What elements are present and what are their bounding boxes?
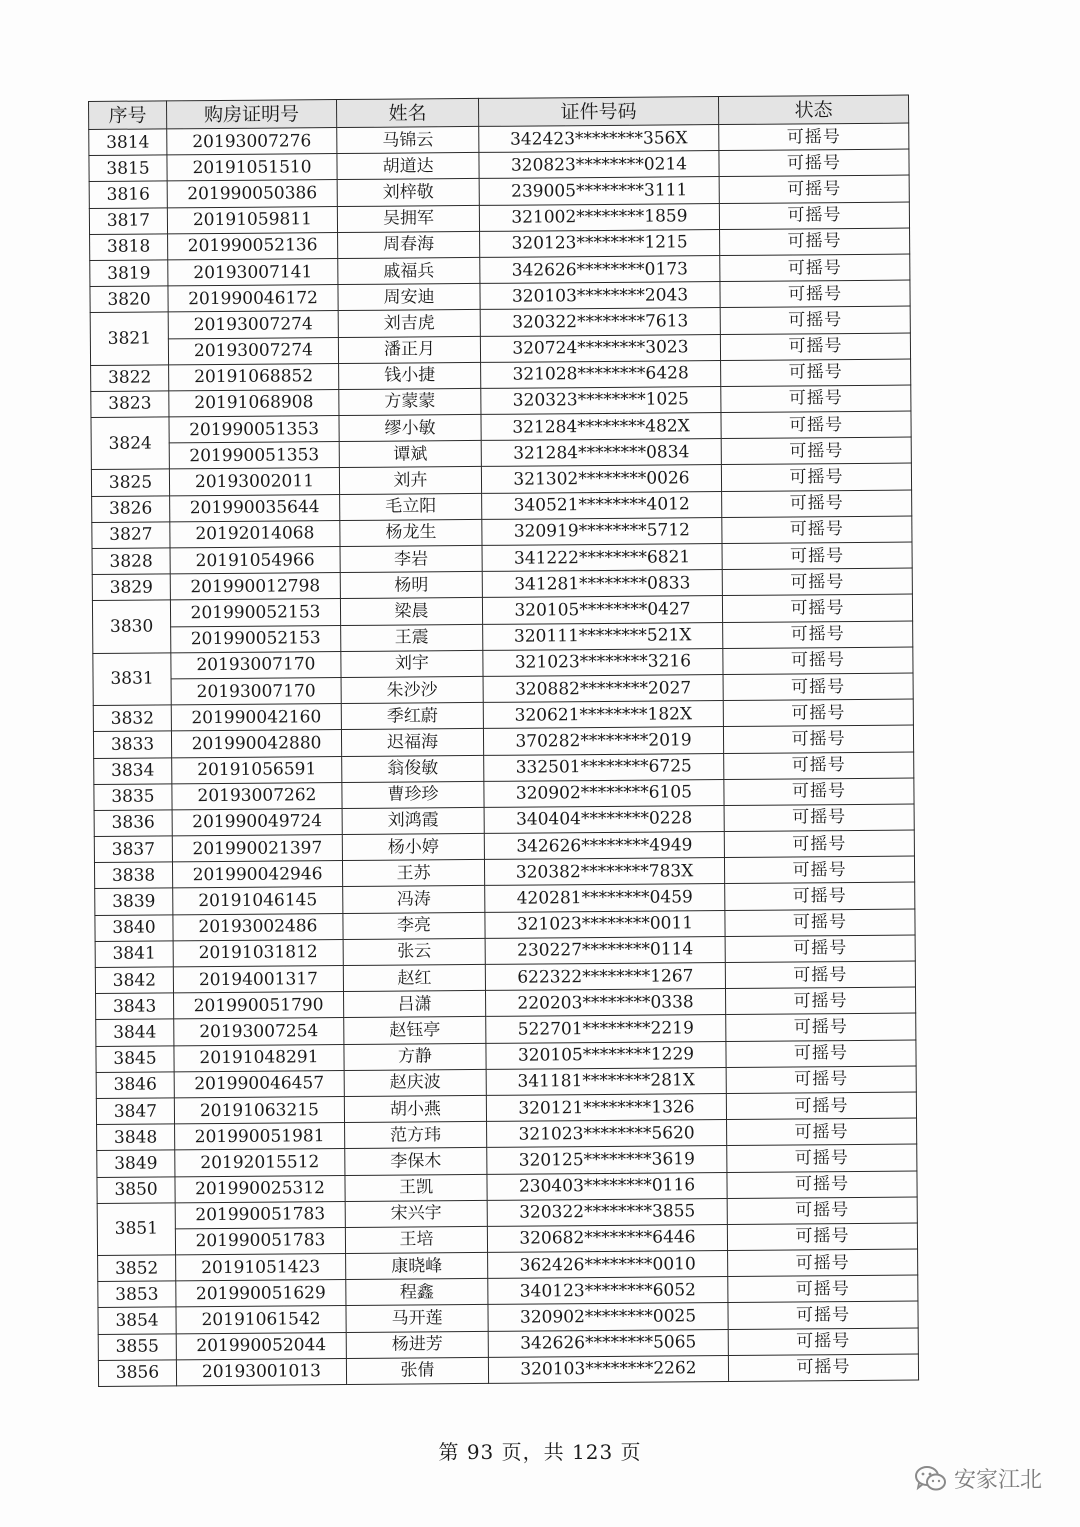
cell-certificate-no: 20191051510 (167, 154, 337, 182)
cell-name: 谭斌 (339, 441, 481, 468)
table-row (98, 1354, 918, 1387)
cell-name: 杨小婷 (342, 833, 484, 860)
cell-seq: 3855 (98, 1333, 176, 1360)
cell-certificate-no: 20191046145 (173, 887, 343, 915)
cell-id-number: 420281********0459 (485, 884, 725, 912)
cell-seq: 3846 (96, 1072, 174, 1099)
cell-certificate-no: 20193007170 (171, 651, 341, 679)
cell-status: 可摇号 (728, 1354, 918, 1382)
cell-certificate-no: 201990051783 (175, 1201, 345, 1229)
cell-id-number: 362426********0010 (488, 1251, 728, 1279)
cell-certificate-no: 201990012798 (170, 573, 340, 601)
cell-seq: 3833 (93, 731, 171, 758)
cell-name: 王震 (341, 624, 483, 651)
cell-certificate-no: 20193007254 (174, 1018, 344, 1046)
cell-id-number: 320882********2027 (483, 674, 723, 702)
cell-name: 王苏 (342, 860, 484, 887)
cell-seq: 3836 (94, 810, 172, 837)
cell-name: 杨龙生 (340, 519, 482, 546)
cell-name: 方静 (344, 1043, 486, 1070)
cell-id-number: 341281********0833 (482, 570, 722, 598)
cell-seq: 3832 (93, 705, 171, 732)
cell-status: 可摇号 (723, 673, 913, 701)
header-seq: 序号 (89, 101, 167, 130)
cell-status: 可摇号 (725, 935, 915, 963)
cell-seq: 3852 (98, 1255, 176, 1282)
cell-id-number: 340404********0228 (484, 805, 724, 833)
cell-name: 赵红 (343, 964, 485, 991)
cell-certificate-no: 20193001013 (176, 1358, 346, 1386)
cell-seq: 3814 (89, 129, 167, 156)
cell-seq: 3851 (97, 1203, 175, 1256)
cell-id-number: 320121********1326 (486, 1093, 726, 1121)
cell-id-number: 320322********7613 (480, 308, 720, 336)
cell-id-number: 230227********0114 (485, 936, 725, 964)
cell-seq: 3839 (95, 888, 173, 915)
cell-name: 马开莲 (346, 1305, 488, 1332)
cell-certificate-no: 20191048291 (174, 1044, 344, 1072)
cell-seq: 3850 (97, 1176, 175, 1203)
cell-name: 曹珍珍 (342, 781, 484, 808)
cell-name: 吕潇 (344, 991, 486, 1018)
cell-status: 可摇号 (725, 882, 915, 910)
cell-certificate-no: 20192014068 (170, 520, 340, 548)
cell-status: 可摇号 (725, 987, 915, 1015)
cell-name: 范方玮 (345, 1122, 487, 1149)
cell-seq: 3845 (96, 1045, 174, 1072)
cell-name: 王凯 (345, 1174, 487, 1201)
lottery-eligibility-table (88, 95, 919, 1387)
page-number-footer: 第 93 页，共 123 页 (438, 1440, 642, 1464)
cell-certificate-no: 201990042160 (171, 704, 341, 732)
cell-certificate-no: 201990051353 (169, 442, 339, 470)
cell-name: 程鑫 (346, 1279, 488, 1306)
cell-status: 可摇号 (721, 437, 911, 465)
cell-name: 毛立阳 (340, 493, 482, 520)
cell-certificate-no: 201990051353 (169, 416, 339, 444)
cell-name: 刘鸿霞 (342, 807, 484, 834)
cell-status: 可摇号 (719, 175, 909, 203)
cell-name: 缪小敏 (339, 414, 481, 441)
cell-status: 可摇号 (719, 149, 909, 177)
cell-seq: 3840 (95, 914, 173, 941)
cell-certificate-no: 20193007262 (172, 782, 342, 810)
cell-id-number: 320902********0025 (488, 1303, 728, 1331)
cell-id-number: 321002********1859 (479, 203, 719, 231)
cell-name: 杨明 (340, 572, 482, 599)
cell-certificate-no: 20191054966 (170, 547, 340, 575)
cell-name: 吴拥军 (337, 205, 479, 232)
cell-name: 方蒙蒙 (339, 388, 481, 415)
cell-id-number: 340521********4012 (482, 491, 722, 519)
cell-status: 可摇号 (726, 1040, 916, 1068)
cell-status: 可摇号 (721, 359, 911, 387)
wechat-icon (914, 1465, 948, 1493)
cell-id-number: 342423********356X (479, 125, 719, 153)
cell-seq: 3856 (98, 1360, 176, 1387)
cell-status: 可摇号 (720, 306, 910, 334)
cell-status: 可摇号 (727, 1223, 917, 1251)
cell-seq: 3849 (97, 1150, 175, 1177)
cell-id-number: 341222********6821 (482, 544, 722, 572)
cell-name: 宋兴宇 (345, 1200, 487, 1227)
cell-certificate-no: 201990052136 (168, 232, 338, 260)
cell-id-number: 320323********1025 (481, 386, 721, 414)
cell-seq: 3822 (91, 365, 169, 392)
cell-certificate-no: 201990049724 (172, 808, 342, 836)
cell-certificate-no: 20191056591 (172, 756, 342, 784)
cell-certificate-no: 201990052153 (170, 599, 340, 627)
cell-name: 张倩 (346, 1357, 488, 1384)
cell-status: 可摇号 (723, 725, 913, 753)
cell-certificate-no: 201990051981 (175, 1123, 345, 1151)
cell-certificate-no: 201990021397 (172, 835, 342, 863)
cell-name: 季红蔚 (341, 703, 483, 730)
cell-name: 刘梓敬 (337, 179, 479, 206)
cell-id-number: 320382********783X (484, 858, 724, 886)
cell-status: 可摇号 (721, 411, 911, 439)
cell-status: 可摇号 (726, 1092, 916, 1120)
cell-seq: 3830 (92, 600, 170, 653)
header-name: 姓名 (336, 98, 478, 127)
cell-certificate-no: 201990046172 (168, 285, 338, 313)
cell-id-number: 342626********4949 (484, 832, 724, 860)
cell-status: 可摇号 (728, 1328, 918, 1356)
cell-name: 李岩 (340, 545, 482, 572)
cell-certificate-no: 20193007170 (171, 677, 341, 705)
cell-name: 康晓峰 (346, 1252, 488, 1279)
cell-status: 可摇号 (720, 228, 910, 256)
cell-id-number: 370282********2019 (483, 727, 723, 755)
cell-certificate-no: 201990042946 (172, 861, 342, 889)
cell-id-number: 220203********0338 (485, 989, 725, 1017)
cell-status: 可摇号 (722, 490, 912, 518)
cell-id-number: 321023********0011 (485, 910, 725, 938)
table-body (89, 123, 919, 1386)
cell-id-number: 230403********0116 (487, 1172, 727, 1200)
cell-certificate-no: 20191068852 (169, 363, 339, 391)
cell-status: 可摇号 (727, 1118, 917, 1146)
cell-status: 可摇号 (724, 752, 914, 780)
cell-name: 李亮 (343, 912, 485, 939)
cell-seq: 3853 (98, 1281, 176, 1308)
cell-id-number: 320105********0427 (482, 596, 722, 624)
cell-certificate-no: 20193007274 (168, 311, 338, 339)
cell-id-number: 321284********482X (481, 413, 721, 441)
cell-id-number: 341181********281X (486, 1067, 726, 1095)
cell-name: 周安迪 (338, 284, 480, 311)
cell-certificate-no: 20193007141 (168, 258, 338, 286)
cell-certificate-no: 201990042880 (171, 730, 341, 758)
cell-status: 可摇号 (723, 647, 913, 675)
cell-status: 可摇号 (728, 1249, 918, 1277)
header-id-number: 证件号码 (478, 97, 718, 127)
cell-seq: 3838 (94, 862, 172, 889)
cell-certificate-no: 201990025312 (175, 1175, 345, 1203)
cell-seq: 3819 (90, 260, 168, 287)
cell-status: 可摇号 (724, 778, 914, 806)
cell-id-number: 321028********6428 (481, 360, 721, 388)
cell-seq: 3816 (89, 181, 167, 208)
cell-name: 迟福海 (341, 729, 483, 756)
cell-seq: 3834 (94, 757, 172, 784)
cell-seq: 3828 (92, 548, 170, 575)
cell-certificate-no: 20191063215 (174, 1096, 344, 1124)
cell-certificate-no: 20191061542 (176, 1306, 346, 1334)
watermark (914, 1463, 1042, 1494)
cell-certificate-no: 201990052044 (176, 1332, 346, 1360)
cell-name: 刘吉虎 (338, 310, 480, 337)
cell-name: 赵钰亭 (344, 1017, 486, 1044)
cell-status: 可摇号 (722, 542, 912, 570)
cell-id-number: 342626********0173 (480, 255, 720, 283)
cell-seq: 3826 (92, 495, 170, 522)
cell-name: 周春海 (338, 231, 480, 258)
watermark-text: 安家江北 (953, 1468, 1042, 1493)
cell-certificate-no: 20193002486 (173, 913, 343, 941)
cell-status: 可摇号 (726, 1066, 916, 1094)
cell-name: 胡道达 (337, 153, 479, 180)
cell-id-number: 342626********5065 (488, 1329, 728, 1357)
cell-status: 可摇号 (724, 830, 914, 858)
cell-seq: 3827 (92, 522, 170, 549)
cell-status: 可摇号 (726, 1013, 916, 1041)
cell-status: 可摇号 (720, 254, 910, 282)
cell-certificate-no: 201990035644 (170, 494, 340, 522)
cell-status: 可摇号 (728, 1275, 918, 1303)
cell-status: 可摇号 (720, 280, 910, 308)
cell-seq: 3818 (90, 234, 168, 261)
cell-certificate-no: 201990051790 (174, 992, 344, 1020)
cell-name: 刘宇 (341, 650, 483, 677)
cell-status: 可摇号 (722, 568, 912, 596)
cell-name: 钱小捷 (339, 362, 481, 389)
cell-name: 王培 (345, 1226, 487, 1253)
cell-id-number: 622322********1267 (485, 963, 725, 991)
cell-id-number: 320724********3023 (480, 334, 720, 362)
cell-status: 可摇号 (727, 1171, 917, 1199)
cell-id-number: 320105********1229 (486, 1041, 726, 1069)
cell-seq: 3824 (91, 417, 169, 470)
cell-seq: 3842 (95, 967, 173, 994)
cell-certificate-no: 20191051423 (176, 1254, 346, 1282)
cell-name: 冯涛 (343, 886, 485, 913)
cell-status: 可摇号 (724, 856, 914, 884)
cell-status: 可摇号 (723, 699, 913, 727)
cell-id-number: 320902********6105 (484, 779, 724, 807)
cell-seq: 3825 (91, 469, 169, 496)
cell-id-number: 320322********3855 (487, 1198, 727, 1226)
cell-id-number: 320919********5712 (482, 517, 722, 545)
cell-status: 可摇号 (724, 804, 914, 832)
cell-name: 翁俊敏 (342, 755, 484, 782)
cell-seq: 3841 (95, 941, 173, 968)
cell-status: 可摇号 (727, 1144, 917, 1172)
cell-status: 可摇号 (719, 202, 909, 230)
cell-status: 可摇号 (721, 385, 911, 413)
cell-id-number: 522701********2219 (486, 1015, 726, 1043)
cell-id-number: 320111********521X (483, 622, 723, 650)
cell-id-number: 321023********5620 (487, 1120, 727, 1148)
cell-id-number: 320682********6446 (487, 1224, 727, 1252)
cell-seq: 3848 (97, 1124, 175, 1151)
cell-seq: 3835 (94, 784, 172, 811)
cell-seq: 3837 (94, 836, 172, 863)
cell-certificate-no: 201990052153 (171, 625, 341, 653)
cell-seq: 3843 (96, 993, 174, 1020)
cell-status: 可摇号 (728, 1301, 918, 1329)
cell-name: 刘卉 (339, 467, 481, 494)
cell-name: 李保木 (345, 1148, 487, 1175)
cell-certificate-no: 20191059811 (167, 206, 337, 234)
cell-seq: 3847 (96, 1098, 174, 1125)
cell-certificate-no: 20194001317 (173, 966, 343, 994)
cell-status: 可摇号 (720, 333, 910, 361)
cell-id-number: 321302********0026 (481, 465, 721, 493)
cell-seq: 3854 (98, 1307, 176, 1334)
cell-status: 可摇号 (719, 123, 909, 151)
cell-id-number: 332501********6725 (484, 753, 724, 781)
cell-seq: 3817 (89, 207, 167, 234)
cell-id-number: 239005********3111 (479, 177, 719, 205)
cell-certificate-no: 20191068908 (169, 389, 339, 417)
cell-certificate-no: 201990051783 (175, 1227, 345, 1255)
cell-status: 可摇号 (723, 621, 913, 649)
cell-id-number: 321284********0834 (481, 439, 721, 467)
cell-certificate-no: 201990051629 (176, 1280, 346, 1308)
cell-certificate-no: 20192015512 (175, 1149, 345, 1177)
cell-name: 潘正月 (338, 336, 480, 363)
header-certificate-no: 购房证明号 (167, 100, 337, 129)
cell-name: 张云 (343, 938, 485, 965)
cell-certificate-no: 201990050386 (167, 180, 337, 208)
cell-name: 胡小燕 (344, 1095, 486, 1122)
cell-id-number: 320125********3619 (487, 1146, 727, 1174)
cell-seq: 3815 (89, 155, 167, 182)
cell-seq: 3820 (90, 286, 168, 313)
cell-status: 可摇号 (727, 1197, 917, 1225)
cell-certificate-no: 20193007274 (168, 337, 338, 365)
cell-id-number: 320823********0214 (479, 151, 719, 179)
cell-seq: 3831 (93, 653, 171, 706)
cell-certificate-no: 20193007276 (167, 128, 337, 156)
cell-id-number: 320103********2262 (488, 1355, 728, 1383)
cell-seq: 3823 (91, 391, 169, 418)
cell-name: 朱沙沙 (341, 676, 483, 703)
cell-name: 戚福兵 (338, 257, 480, 284)
cell-name: 梁晨 (340, 598, 482, 625)
cell-name: 马锦云 (337, 126, 479, 153)
cell-name: 杨进芳 (346, 1331, 488, 1358)
cell-name: 赵庆波 (344, 1069, 486, 1096)
cell-seq: 3821 (90, 312, 168, 365)
cell-status: 可摇号 (722, 594, 912, 622)
cell-seq: 3829 (92, 574, 170, 601)
cell-id-number: 340123********6052 (488, 1277, 728, 1305)
cell-id-number: 320123********1215 (480, 229, 720, 257)
cell-seq: 3844 (96, 1019, 174, 1046)
cell-id-number: 321023********3216 (483, 648, 723, 676)
header-status: 状态 (718, 95, 908, 124)
cell-certificate-no: 20191031812 (173, 939, 343, 967)
cell-status: 可摇号 (725, 961, 915, 989)
cell-status: 可摇号 (725, 909, 915, 937)
cell-status: 可摇号 (721, 463, 911, 491)
cell-certificate-no: 20193002011 (169, 468, 339, 496)
cell-status: 可摇号 (722, 516, 912, 544)
cell-id-number: 320621********182X (483, 701, 723, 729)
cell-id-number: 320103********2043 (480, 282, 720, 310)
cell-certificate-no: 201990046457 (174, 1070, 344, 1098)
